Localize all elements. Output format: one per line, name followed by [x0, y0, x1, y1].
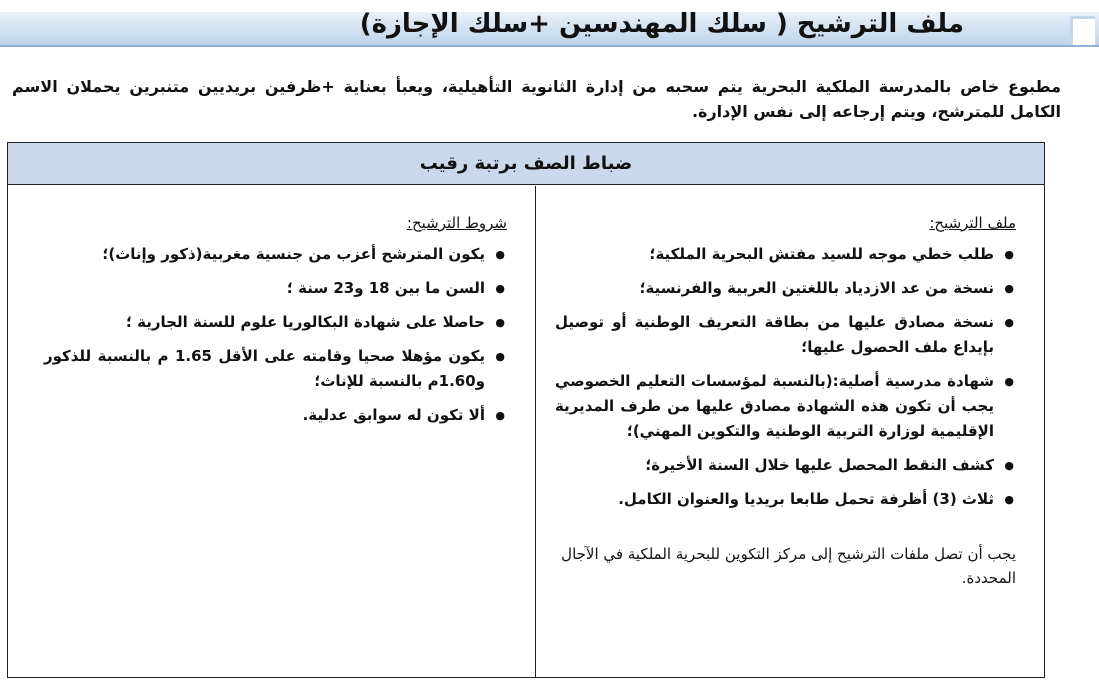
list-item: ● نسخة من عد الازدياد باللغتين العربية والفرنسية؛ — [555, 276, 994, 301]
list-item: ● حاصلا على شهادة البكالوريا علوم للسنة الجارية ؛ — [44, 310, 485, 335]
application-file-column — [537, 186, 1044, 677]
corner-logo-icon — [1070, 16, 1095, 45]
application-file-list — [555, 242, 1016, 512]
list-item: ● كشف النقط المحصل عليها خلال السنة الأخيرة؛ — [555, 453, 994, 478]
requirements-table — [7, 142, 1045, 678]
column-divider — [535, 186, 536, 677]
list-item: ● يكون مؤهلا صحيا وقامته على الأقل 1.65 م بالنسبة للذكور و1.60م بالنسبة للإناث؛ — [44, 344, 485, 394]
deadline-note: يجب أن تصل ملفات الترشيح إلى مركز التكوين للبحرية الملكية في الآجال المحددة. — [561, 545, 1016, 587]
list-item: ● السن ما بين 18 و23 سنة ؛ — [44, 276, 485, 301]
list-item: ● شهادة مدرسية أصلية:(بالنسبة لمؤسسات التعليم الخصوصي يجب أن تكون هذه الشهادة مصادق عليها من طرف المديرية الإقليمية لوزارة التربية الوطنية والتكوين المهني)؛ — [555, 369, 994, 444]
list-item: ● ألا تكون له سوابق عدلية. — [44, 403, 485, 428]
page-title: ملف الترشيح ( سلك المهندسين +سلك الإجازة) — [359, 9, 964, 39]
application-file-heading: ملف الترشيح: — [929, 214, 1016, 232]
list-item: ● نسخة مصادق عليها من بطاقة التعريف الوطنية أو توصيل بإيداع ملف الحصول عليها؛ — [555, 310, 994, 360]
table-header: ضباط الصف برتبة رقيب — [8, 143, 1044, 185]
list-item: ● يكون المترشح أعزب من جنسية مغربية(ذكور وإناث)؛ — [44, 242, 485, 267]
conditions-column — [8, 186, 535, 677]
intro-paragraph: مطبوع خاص بالمدرسة الملكية البحرية يتم سحبه من إدارة الثانوية التأهيلية، ويعبأ بعناية +ظرفين بريديين متنبرين يحملان الاسم الكامل للمترشح، ويتم إرجاعه إلى نفس الإدارة. — [12, 77, 1061, 121]
conditions-heading: شروط الترشيح: — [406, 214, 507, 232]
list-item: ● ثلاث (3) أظرفة تحمل طابعا بريديا والعنوان الكامل. — [555, 487, 994, 512]
conditions-list — [44, 242, 507, 428]
list-item: ● طلب خطي موجه للسيد مفتش البحرية الملكية؛ — [555, 242, 994, 267]
